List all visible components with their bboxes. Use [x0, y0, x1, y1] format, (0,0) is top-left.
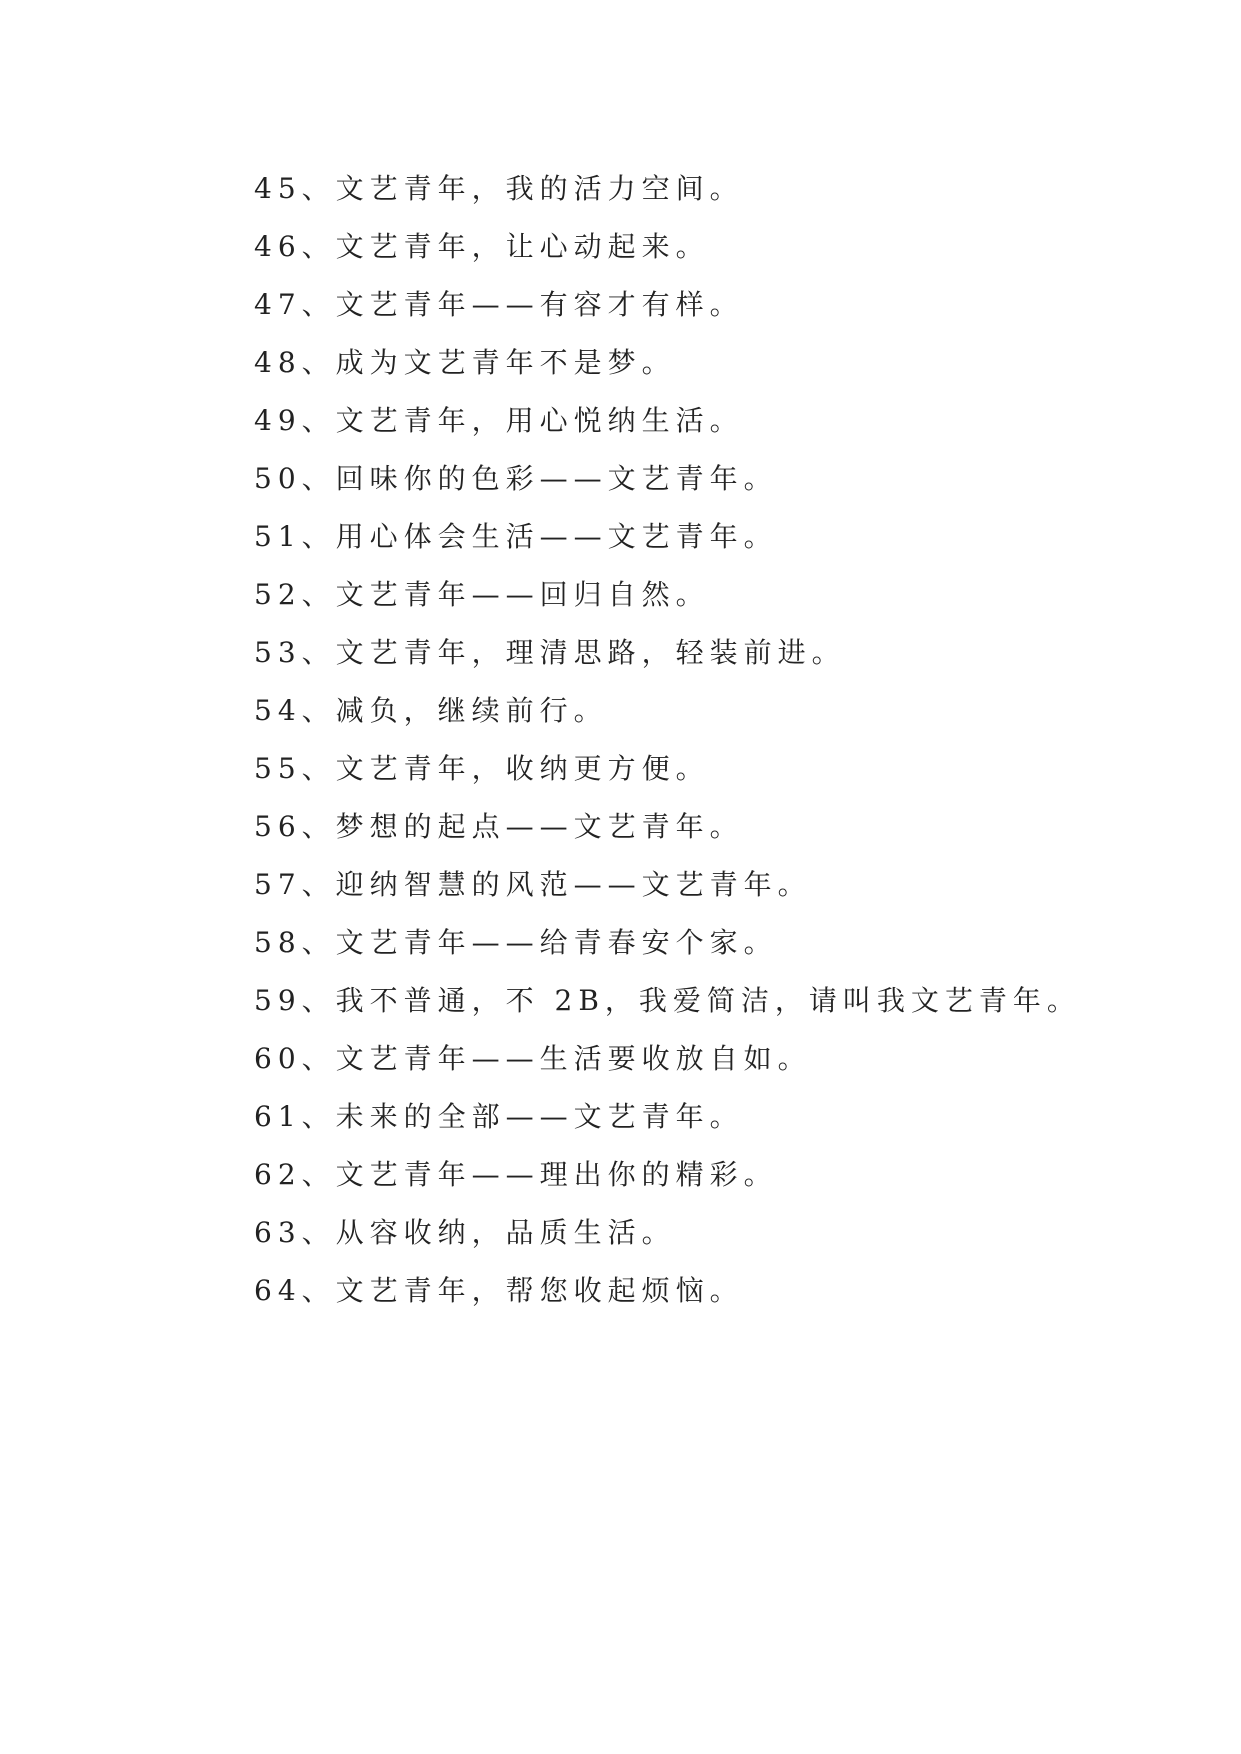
list-item: 45、文艺青年，我的活力空间。	[254, 172, 744, 205]
list-item: 50、回味你的色彩——文艺青年。	[254, 462, 778, 495]
list-item: 53、文艺青年，理清思路，轻装前进。	[254, 636, 846, 669]
list-item: 64、文艺青年，帮您收起烦恼。	[254, 1274, 744, 1307]
list-item: 48、成为文艺青年不是梦。	[254, 346, 676, 379]
list-item: 60、文艺青年——生活要收放自如。	[254, 1042, 812, 1075]
list-item: 58、文艺青年——给青春安个家。	[254, 926, 778, 959]
list-item: 55、文艺青年，收纳更方便。	[254, 752, 710, 785]
list-item: 49、文艺青年，用心悦纳生活。	[254, 404, 744, 437]
list-item: 47、文艺青年——有容才有样。	[254, 288, 744, 321]
list-item: 52、文艺青年——回归自然。	[254, 578, 710, 611]
list-item: 51、用心体会生活——文艺青年。	[254, 520, 778, 553]
list-item: 56、梦想的起点——文艺青年。	[254, 810, 744, 843]
list-item: 59、我不普通，不 2B，我爱简洁，请叫我文艺青年。	[254, 984, 1081, 1017]
slogan-list	[254, 160, 1154, 1320]
list-item: 62、文艺青年——理出你的精彩。	[254, 1158, 778, 1191]
list-item: 46、文艺青年，让心动起来。	[254, 230, 710, 263]
list-item: 54、减负，继续前行。	[254, 694, 608, 727]
list-item: 57、迎纳智慧的风范——文艺青年。	[254, 868, 812, 901]
list-item: 61、未来的全部——文艺青年。	[254, 1100, 744, 1133]
list-item: 63、从容收纳，品质生活。	[254, 1216, 676, 1249]
